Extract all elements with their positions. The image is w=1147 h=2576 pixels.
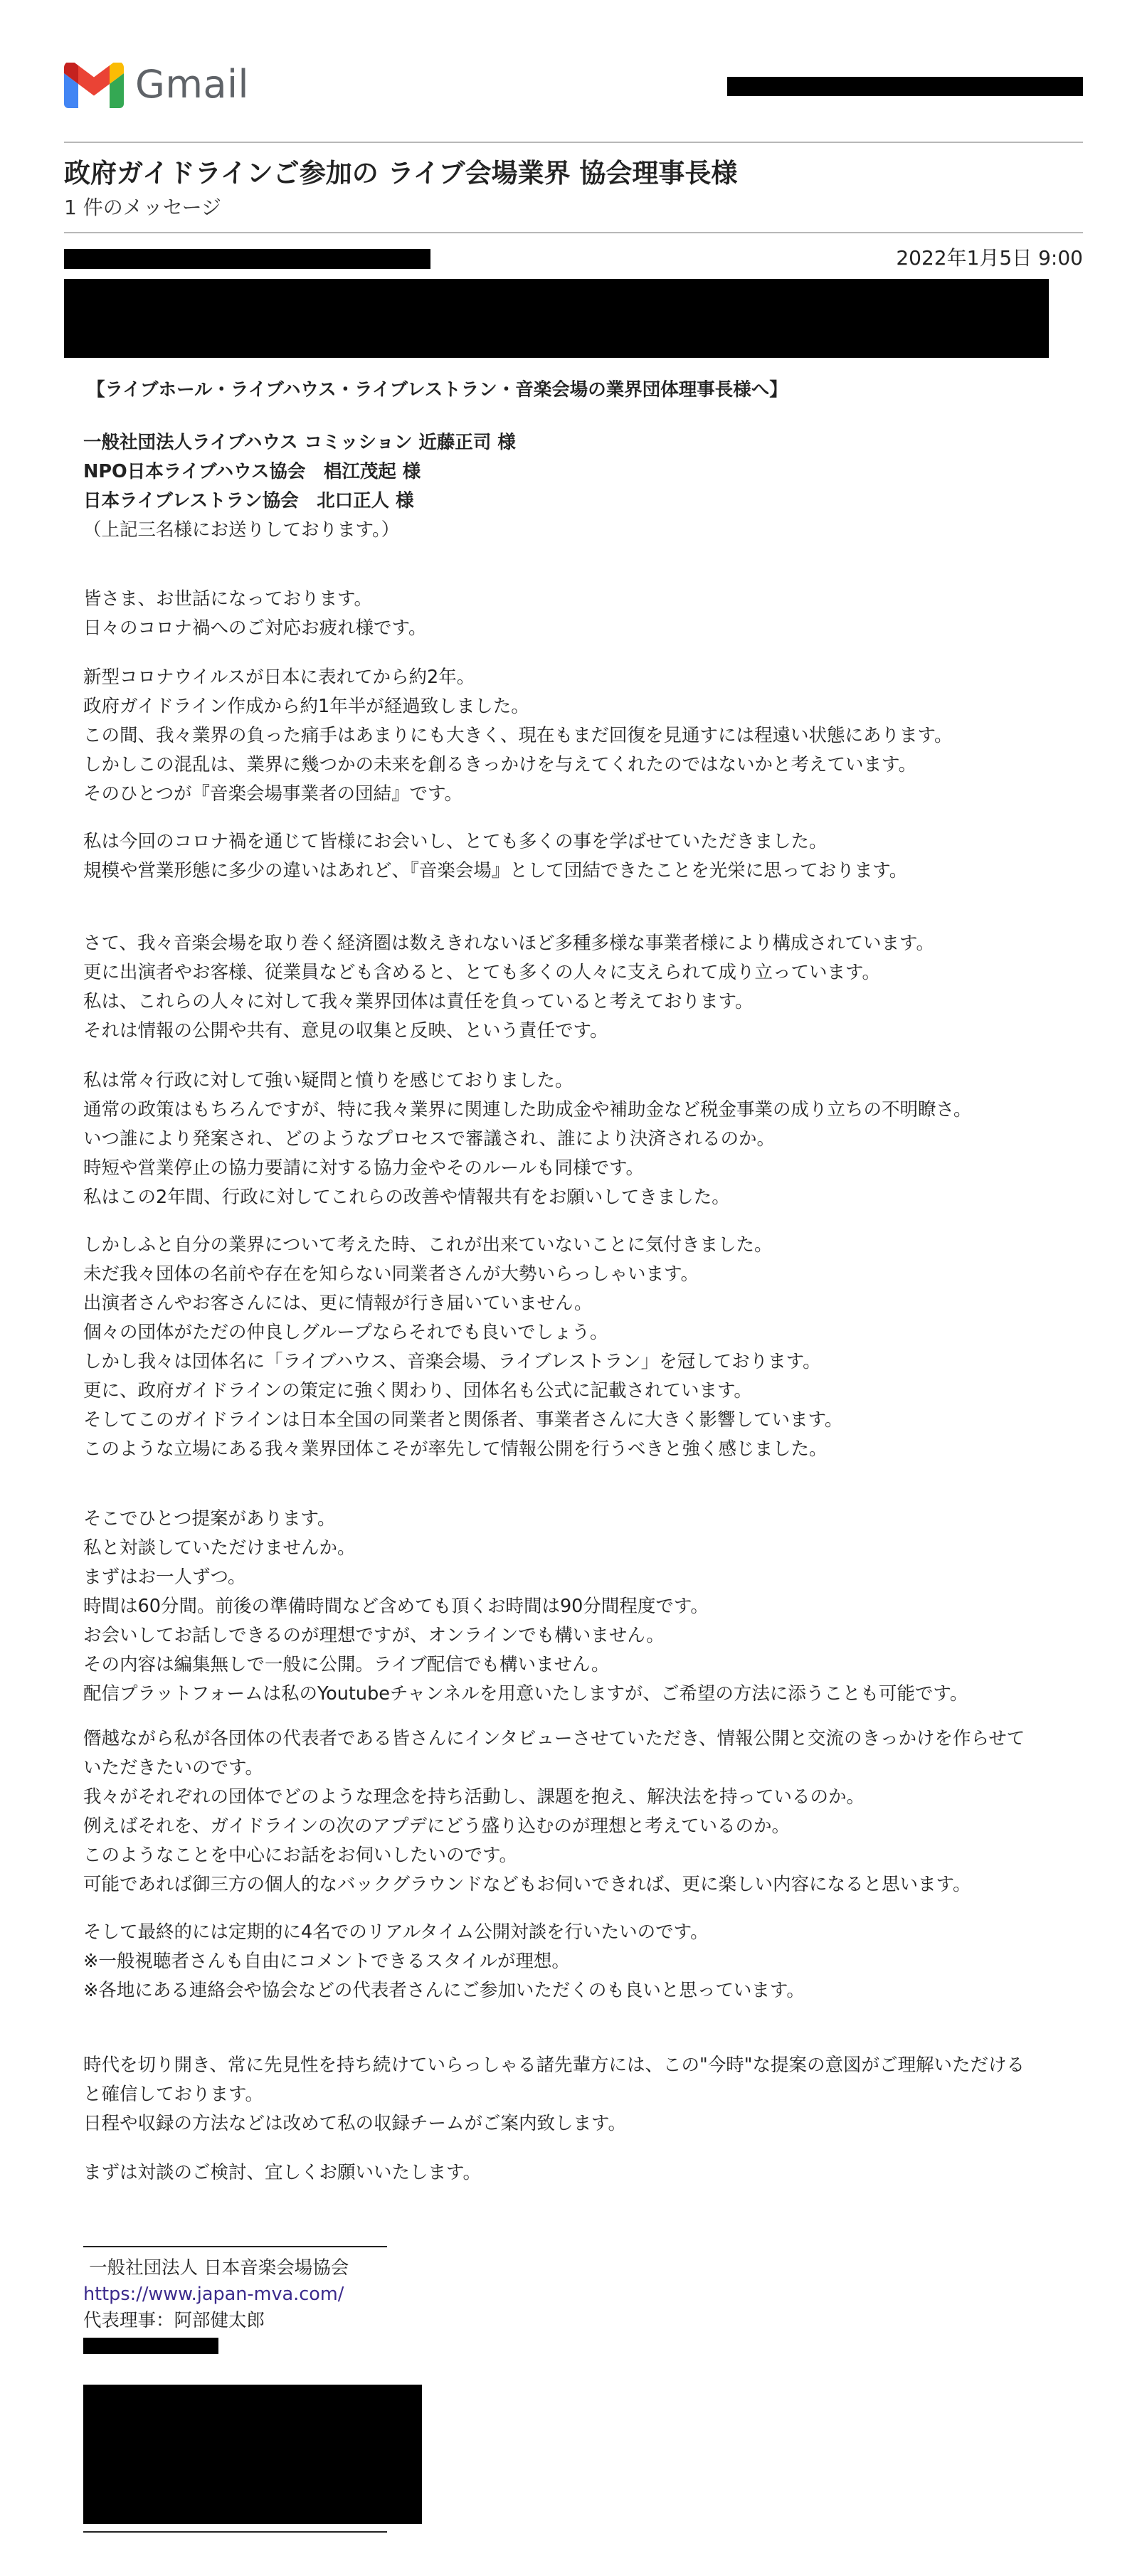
recipient-list [83,428,1094,545]
body-paragraph: まずは対談のご検討、宜しくお願いいたします。 [83,2162,481,2183]
body-paragraph: そして最終的には定期的に4名でのリアルタイム公開対談を行いたいのです。 ※一般視聴者さんも自由にコメントできるスタイルが理想。 ※各地にある連絡会や協会などの代表者さんにご参加いただくのも良いと思っています。 [83,1922,805,2001]
body-paragraph: 皆さま、お世話になっております。 日々のコロナ禍へのご対応お疲れ様です。 [83,588,427,639]
body-paragraph: 僭越ながら私が各団体の代表者である皆さんにインタビューさせていただき、情報公開と交流のきっかけを作らせて いただきたいのです。 我々がそれぞれの団体でどのような理念を持ち活動し、課題を抱え、解決法を持っているのか。 例えばそれを、ガイドラインの次のアプデにどう盛り込むのが理想と考えているのか。 このようなことを中心にお話をお伺いしたいのです。 可能であれば御三方の個人的なバックグラウンドなどもお伺いできれば、更に楽しい内容になると思います。 [83,1728,1025,1895]
recipients-redacted [64,279,1049,358]
signature-block-redacted [83,2385,422,2524]
gmail-wordmark: Gmail [135,62,250,107]
body-paragraph: 時代を切り開き、常に先見性を持ち続けていらっしゃる諸先輩方には、この"今時"な提案の意図がご理解いただける と確信しております。 日程や収録の方法などは改めて私の収録チームがご案内致します。 [83,2055,1025,2134]
subject-divider [64,232,1083,233]
body-paragraph: そこでひとつ提案があります。 私と対談していただけませんか。 まずはお一人ずつ。 時間は60分間。前後の準備時間など含めても頂くお時間は90分間程度です。 お会いしてお話しできるのが理想ですが、オンラインでも構いません。 その内容は編集無しで一般に公開。ライブ配信でも構いません。 配信プラットフォームは私のYoutubeチャンネルを用意いたしますが、ご希望の方法に添うことも可能です。 [83,1508,968,1705]
email-subject: 政府ガイドラインご参加の ライブ会場業界 協会理事長様 [64,158,738,189]
recipient-1: 一般社団法人ライブハウス コミッション 近藤正司 様 [83,432,516,453]
body-paragraph: 私は常々行政に対して強い疑問と憤りを感じておりました。 通常の政策はもちろんですが、特に我々業界に関連した助成金や補助金など税金事業の成り立ちの不明瞭さ。 いつ誰により発案され、どのようなプロセスで審議され、誰により決済されるのか。 時短や営業停止の協力要請に対する協力金やそのルールも同様です。 私はこの2年間、行政に対してこれらの改善や情報共有をお願いしてきました。 [83,1070,972,1208]
body-paragraph: さて、我々音楽会場を取り巻く経済圏は数えきれないほど多種多様な事業者様により構成されています。 更に出演者やお客様、従業員なども含めると、とても多くの人々に支えられて成り立っています。 私は、これらの人々に対して我々業界団体は責任を負っていると考えております。 それは情報の公開や共有、意見の収集と反映、という責任です。 [83,933,934,1041]
message-count: 1 件のメッセージ [64,196,222,219]
signature-org: 一般社団法人 日本音楽会場協会 [83,2257,349,2279]
header-divider [64,142,1083,143]
signature [83,2255,349,2334]
signature-bottom-divider [83,2531,387,2533]
body-heading: 【ライブホール・ライブハウス・ライブレストラン・音楽会場の業界団体理事長様へ】 [87,379,788,401]
recipients-note: （上記三名様にお送りしております。） [83,519,400,541]
message-date: 2022年1月5日 9:00 [896,246,1083,270]
recipient-3: 日本ライブレストラン協会 北口正人 様 [83,490,414,512]
signature-contact-redacted [83,2338,218,2354]
recipient-2: NPO日本ライブハウス協会 椙江茂起 様 [83,461,421,482]
gmail-logo-icon [64,63,124,108]
body-paragraph: 私は今回のコロナ禍を通じて皆様にお会いし、とても多くの事を学ばせていただきました。 規模や営業形態に多少の違いはあれど、『音楽会場』として団結できたことを光栄に思っております。 [83,831,908,881]
body-paragraph: 新型コロナウイルスが日本に表れてから約2年。 政府ガイドライン作成から約1年半が経過致しました。 この間、我々業界の負った痛手はあまりにも大きく、現在もまだ回復を見通すには程遠い状態にあります。 しかしこの混乱は、業界に幾つかの未来を創るきっかけを与えてくれたのではないかと考えています。 そのひとつが『音楽会場事業者の団結』です。 [83,667,953,805]
body-paragraph: しかしふと自分の業界について考えた時、これが出来ていないことに気付きました。 未だ我々団体の名前や存在を知らない同業者さんが大勢いらっしゃいます。 出演者さんやお客さんには、更に情報が行き届いていません。 個々の団体がただの仲良しグループならそれでも良いでしょう。 しかし我々は団体名に「ライブハウス、音楽会場、ライブレストラン」を冠しております。 更に、政府ガイドラインの策定に強く関わり、団体名も公式に記載されています。 そしてこのガイドラインは日本全国の同業者と関係者、事業者さんに大きく影響しています。 このような立場にある我々業界団体こそが率先して情報公開を行うべきと強く感じました。 [83,1234,843,1460]
signature-url-link[interactable]: https://www.japan-mva.com/ [83,2284,344,2305]
sender-redacted [64,249,430,269]
account-email-redacted [727,77,1083,96]
signature-representative: 代表理事：阿部健太郎 [83,2310,265,2331]
signature-divider [83,2246,387,2247]
email-body [83,376,1094,405]
